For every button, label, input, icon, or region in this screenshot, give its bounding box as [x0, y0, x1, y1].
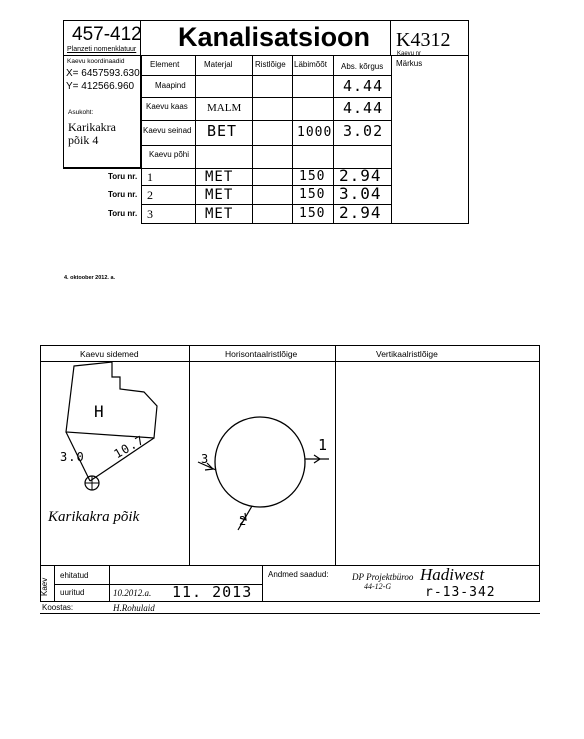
pipe-label-2: 2	[239, 514, 248, 528]
tie-distance-1: 3.0	[60, 450, 85, 464]
row-element-label: Kaevu seinad	[143, 126, 192, 135]
house-outline	[66, 362, 157, 438]
row-diameter-value: 1000	[297, 125, 333, 140]
col-header-cross-section: Ristlõige	[255, 60, 286, 69]
street-name: Karikakra põik	[48, 509, 140, 525]
pipe-diameter: 150	[299, 206, 326, 221]
pipe-label-3: 3	[201, 452, 210, 466]
row-element-label: Maapind	[155, 81, 186, 90]
pipe-material: MET	[205, 169, 234, 185]
map-sheet-code: 457-412	[72, 24, 142, 45]
pipe-material: MET	[205, 187, 234, 203]
location-label: Asukoht:	[68, 109, 94, 116]
data-source-value: DP Projektbüroo	[352, 572, 414, 582]
print-date: 4. oktoober 2012. a.	[64, 275, 116, 281]
well-id: K4312	[396, 29, 451, 51]
well-id-label: Kaevu nr	[397, 51, 422, 57]
pipe-diameter: 150	[299, 187, 326, 202]
house-label: H	[94, 402, 105, 421]
col-header-ties: Kaevu sidemed	[80, 349, 139, 359]
compiler-value: H.Rohulaid	[113, 603, 155, 613]
footer-side-label: Kaev	[40, 577, 49, 596]
pipe-number: 3	[147, 207, 153, 221]
built-label: ehitatud	[60, 571, 89, 580]
pipe-row-label: Toru nr.	[108, 172, 138, 181]
data-source-label: Andmed saadud:	[268, 570, 329, 579]
pipe-row-label: Toru nr.	[108, 209, 138, 218]
coords-label: Kaevu koordinaadid	[67, 58, 125, 65]
row-height-value: 4.44	[343, 99, 384, 117]
document-title: Kanalisatsioon	[178, 22, 371, 52]
pipe-number: 2	[147, 188, 153, 202]
location-value: Karikakra põik 4	[68, 120, 116, 147]
row-element-label: Kaevu põhi	[149, 150, 190, 159]
data-source-handwritten-code: r-13-342	[425, 585, 496, 600]
coord-x: X= 6457593.630	[66, 68, 140, 79]
pipe-number: 1	[147, 170, 153, 184]
coord-y: Y= 412566.960	[66, 81, 135, 92]
col-header-remarks: Märkus	[396, 59, 423, 68]
pipe-material: MET	[205, 206, 234, 222]
row-height-value: 3.02	[343, 122, 384, 140]
row-height-value: 4.44	[343, 77, 384, 95]
row-material-value: BET	[207, 122, 238, 140]
map-sheet-label: Planzeti nomenklatuur	[67, 46, 137, 53]
pipe-diameter: 150	[299, 169, 326, 184]
col-header-horizontal-section: Horisontaalristlõige	[225, 349, 298, 359]
data-source-code: 44-12-G	[364, 582, 392, 591]
data-source-handwritten: Hadiwest	[420, 565, 485, 584]
row-material-value: MALM	[207, 102, 242, 114]
col-header-diameter: Läbimõõt	[294, 60, 327, 69]
pipe-height: 2.94	[339, 166, 382, 185]
pipe-row-label: Toru nr.	[108, 190, 138, 199]
col-header-abs-height: Abs. kõrgus	[341, 62, 384, 71]
row-element-label: Kaevu kaas	[146, 102, 188, 111]
col-header-material: Materjal	[204, 60, 233, 69]
compiler-label: Koostas:	[42, 603, 74, 612]
well-cross-section-circle	[215, 417, 305, 507]
col-header-element: Element	[150, 60, 180, 69]
pipe-height: 3.04	[339, 184, 382, 203]
surveyed-value: 10.2012.a.	[113, 588, 152, 598]
tie-distance-2: 10.7	[111, 432, 147, 462]
pipe-label-1: 1	[318, 436, 329, 454]
pipe-height: 2.94	[339, 203, 382, 222]
surveyed-handwritten: 11. 2013	[172, 583, 253, 601]
col-header-vertical-section: Vertikaalristlõige	[376, 349, 438, 359]
surveyed-label: uuritud	[60, 588, 85, 597]
